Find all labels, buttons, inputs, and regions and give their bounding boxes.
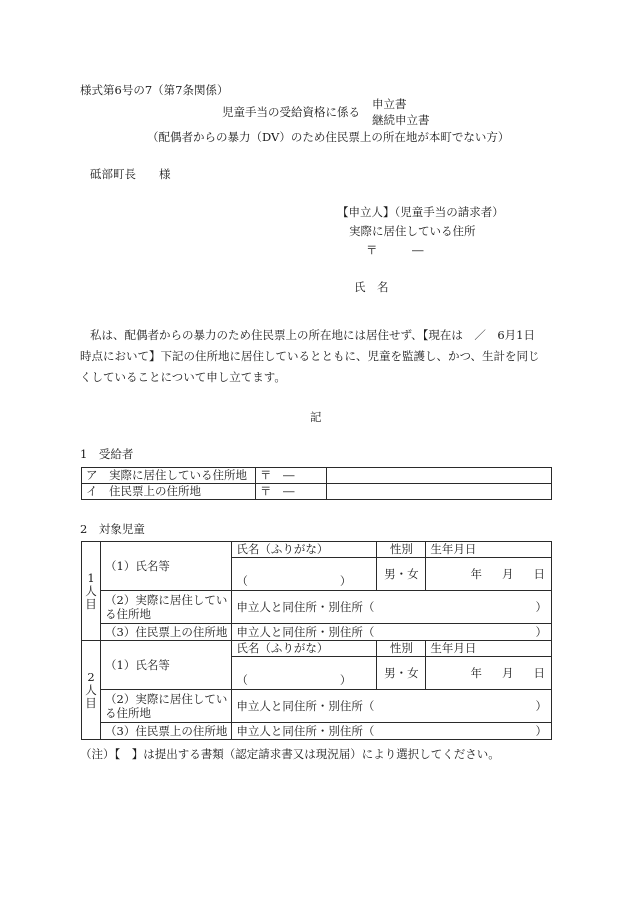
child1-actual-cell[interactable] <box>232 591 552 624</box>
child1-month-label: 月 <box>502 566 514 581</box>
child2-registered-label: （3）住民票上の住所地 <box>101 723 232 740</box>
statement-line-3: くしていることについて申し立てます。 <box>80 370 286 384</box>
child2-name-label: （1）氏名等 <box>101 641 232 690</box>
recipient-registered-address[interactable] <box>327 484 552 500</box>
child2-sex[interactable]: 男・女 <box>377 657 426 690</box>
header-dob: 生年月日 <box>426 542 552 558</box>
child1-registered-cell[interactable] <box>232 624 552 641</box>
child1-dob[interactable] <box>426 558 552 591</box>
child2-year-label: 年 <box>470 665 482 680</box>
applicant-heading: 【申立人】（児童手当の請求者） <box>337 205 504 219</box>
child1-name-cell[interactable]: （ ） <box>232 558 377 591</box>
title-option-continuation: 継続申立書 <box>372 113 430 127</box>
child1-name-label: （1）氏名等 <box>101 542 232 591</box>
header-dob-2: 生年月日 <box>426 641 552 657</box>
statement-line-2: 時点において】下記の住所地に居住しているとともに、児童を監護し、かつ、生計を同じ <box>80 349 540 363</box>
child2-ordinal: 2人目 <box>82 641 101 740</box>
recipient-actual-address[interactable] <box>327 468 552 484</box>
recipient-row-actual <box>82 468 552 484</box>
header-name: 氏名（ふりがな） <box>232 542 377 558</box>
child1-day-label: 日 <box>533 566 545 581</box>
child2-actual-cell[interactable] <box>232 690 552 723</box>
child1-actual-label: （2）実際に居住している住所地 <box>101 591 232 624</box>
statement-line-1: 私は、配偶者からの暴力のため住民票上の所在地には居住せず、【現在は ／ 6月1日 <box>90 328 535 342</box>
section2-heading: 2 対象児童 <box>80 522 145 536</box>
child1-registered-value: 申立人と同住所・別住所（ <box>236 624 375 639</box>
recipient-actual-postal[interactable]: 〒 ― <box>256 468 327 484</box>
child2-actual-value: 申立人と同住所・別住所（ <box>236 698 375 713</box>
children-table <box>81 541 552 740</box>
title-prefix: 児童手当の受給資格に係る <box>222 105 360 119</box>
applicant-postal: 〒 ― <box>366 243 424 257</box>
child1-sex[interactable]: 男・女 <box>377 558 426 591</box>
ki-label: 記 <box>310 410 322 424</box>
child2-actual-close: ） <box>535 698 547 713</box>
section1-heading: 1 受給者 <box>80 447 134 461</box>
child2-actual-label: （2）実際に居住している住所地 <box>101 690 232 723</box>
header-name-2: 氏名（ふりがな） <box>232 641 377 657</box>
child1-actual-close: ） <box>535 599 547 614</box>
child2-day-label: 日 <box>533 665 545 680</box>
child2-registered-value: 申立人と同住所・別住所（ <box>236 723 375 738</box>
recipient-table <box>81 467 552 500</box>
header-sex: 性別 <box>377 542 426 558</box>
child2-registered-close: ） <box>535 723 547 738</box>
form-number: 様式第6号の7（第7条関係） <box>80 83 229 97</box>
child1-registered-label: （3）住民票上の住所地 <box>101 624 232 641</box>
title-option-application: 申立書 <box>372 97 407 111</box>
child1-year-label: 年 <box>470 566 482 581</box>
recipient-registered-postal[interactable]: 〒 ― <box>256 484 327 500</box>
footnote: （注）【 】は提出する書類（認定請求書又は現況届）により選択してください。 <box>80 747 500 761</box>
child2-registered-cell[interactable] <box>232 723 552 740</box>
child2-name-cell[interactable]: （ ） <box>232 657 377 690</box>
header-sex-2: 性別 <box>377 641 426 657</box>
recipient-actual-label: ア 実際に居住している住所地 <box>82 468 256 484</box>
addressee: 砥部町長 様 <box>90 167 171 181</box>
child2-dob[interactable] <box>426 657 552 690</box>
child2-month-label: 月 <box>502 665 514 680</box>
child1-ordinal: 1人目 <box>82 542 101 641</box>
applicant-name-label: 氏 名 <box>354 280 389 294</box>
child1-actual-value: 申立人と同住所・別住所（ <box>236 599 375 614</box>
applicant-address-label: 実際に居住している住所 <box>349 224 476 238</box>
recipient-row-registered <box>82 484 552 500</box>
title-subtitle: （配偶者からの暴力（DV）のため住民票上の所在地が本町でない方） <box>147 130 510 144</box>
child1-registered-close: ） <box>535 624 547 639</box>
recipient-registered-label: イ 住民票上の住所地 <box>82 484 256 500</box>
